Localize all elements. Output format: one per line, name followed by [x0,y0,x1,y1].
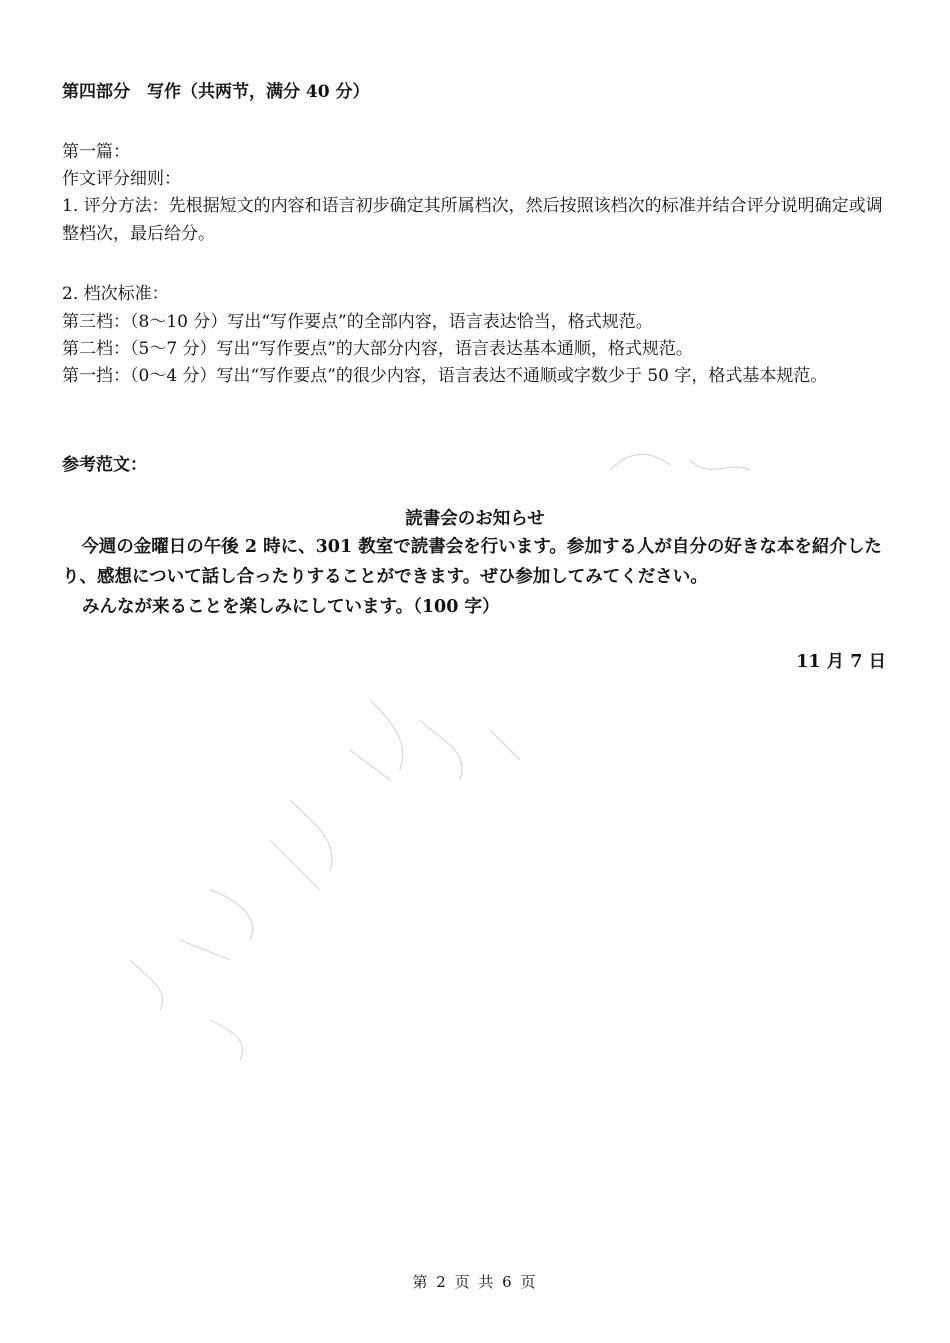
rubric-title: 作文评分细则： [62,169,181,189]
part-label: 第一篇： [62,142,130,162]
faint-pencil-marks [90,420,810,1080]
sample-label: 参考范文： [62,455,147,475]
page-footer: 第 2 页 共 6 页 [412,1273,538,1291]
section-title: 第四部分 写作（共两节，满分 40 分） [62,82,370,102]
grade-level-1: 第一挡：（0～4 分）写出“写作要点”的很少内容，语言表达不通顺或字数少于 50 字，格式基本规范。 [62,366,828,386]
essay-paragraph-2: みんなが来ることを楽しみにしています。（100 字） [82,597,500,617]
method-text: 1. 评分方法：先根据短文的内容和语言初步确定其所属档次，然后按照该档次的标准并结合评分说明确定或调整档次，最后给分。 [62,196,883,244]
grade-level-2: 第二档：（5～7 分）写出“写作要点”的大部分内容，语言表达基本通顺，格式规范。 [62,339,693,359]
grade-level-3: 第三档：（8～10 分）写出“写作要点”的全部内容，语言表达恰当，格式规范。 [62,312,653,332]
grade-title: 2. 档次标准： [62,284,169,304]
essay-title: 読書会のお知らせ [405,509,545,529]
essay-paragraph-1: 今週の金曜日の午後 2 時に、301 教室で読書会を行います。参加する人が自分の好きな本を紹介したり、感想について話し合ったりすることができます。ぜひ参加してみてください。 [62,537,882,587]
essay-date: 11 月 7 日 [796,652,886,672]
